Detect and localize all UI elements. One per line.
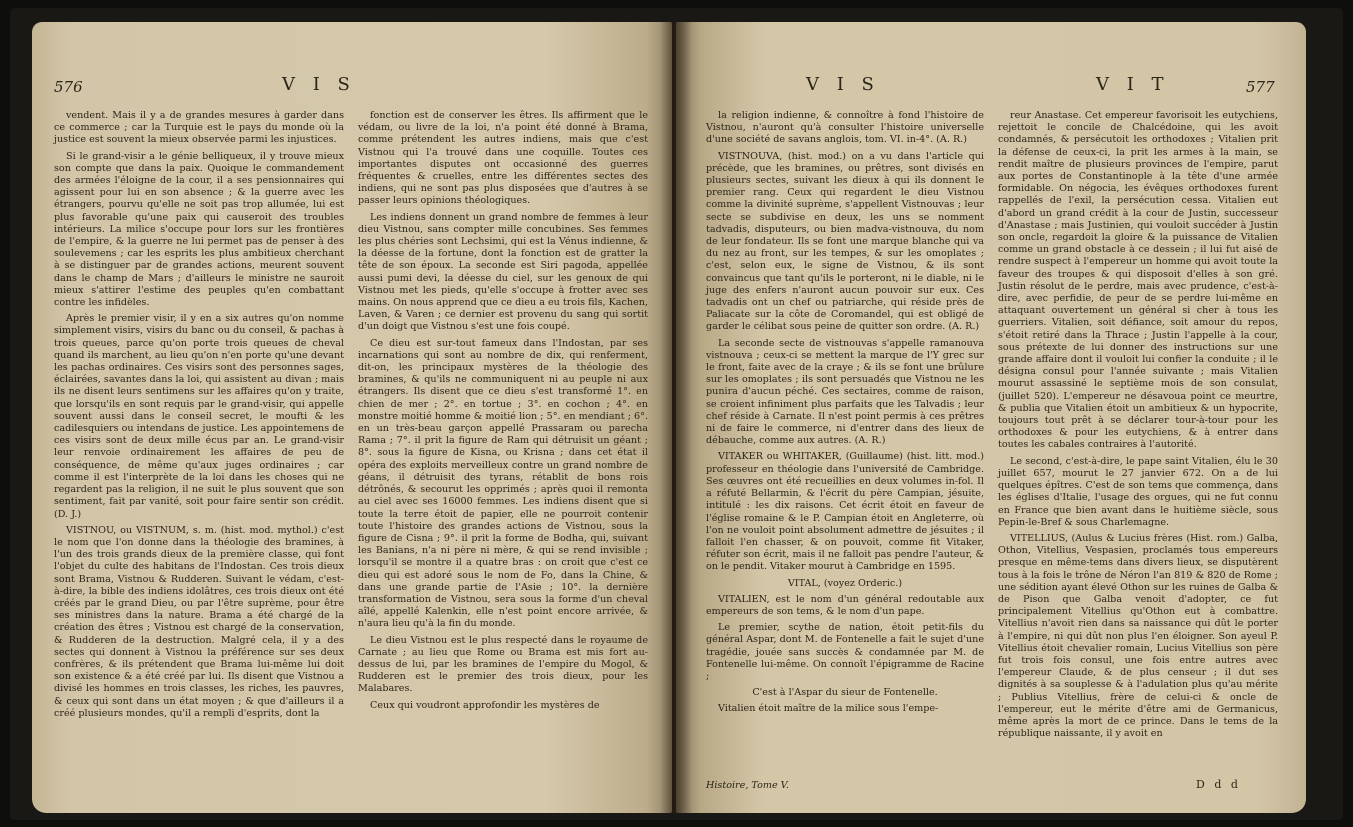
paragraph: Le premier, scythe de nation, étoit petit-fils du général Aspar, dont M. de Fontenelle a fait le sujet d'une tragédie, jouée sans succès & condamnée par M. de Fontenelle lui-même. On connoît l'épigramme de Racine ; xyxy=(706,622,984,682)
right-page xyxy=(676,22,1306,813)
running-title-right-2: V I T xyxy=(1096,74,1170,95)
paragraph: Le dieu Vistnou est le plus respecté dans le royaume de Carnate ; au lieu que Rome ou Brama est mis fort au-dessus de lui, par les bramines de l'empire du Mogol, & Rudderen est le premier des trois dieux, pour les Malabares. xyxy=(358,634,648,695)
paragraph: VISTNOU, ou VISTNUM, s. m. (hist. mod. mythol.) c'est le nom que l'on donne dans la théologie des bramines, à l'un des trois grands dieux de la première classe, qui font l'objet du culte des habitans de l'Indostan. Ces trois dieux sont Brama, Vistnou & Rudderen. Suivant le védam, c'est-à-dire, la bible des indiens idolâtres, ces trois dieux ont été créés par le grand Dieu, ou par l'être suprème, pour être ses ministres dans la nature. Brama a été chargé de la création des êtres ; Vistnou est chargé de la conservation, & Rudderen de la destruction. Malgré cela, il y a des sectes qui donnent à Vistnou la préférence sur ses deux confrères, & ils prétendent que Brama lui-même lui doit son existence & a été créé par lui. Ils disent que Vistnou a divisé les hommes en trois classes, les riches, les pauvres, & ceux qui sont dans un état moyen ; & que d'ailleurs il a créé plusieurs mondes, qu'il a rempli d'esprits, dont la xyxy=(54,524,344,719)
book-gutter xyxy=(660,22,692,813)
left-page xyxy=(32,22,672,813)
left-column-1 xyxy=(54,110,344,724)
paragraph: Vitalien étoit maître de la milice sous l'empe- xyxy=(718,703,939,715)
running-title-right-1: V I S xyxy=(806,74,880,95)
paragraph: vendent. Mais il y a de grandes mesures à garder dans ce commerce ; car la Turquie est le pays du monde où la justice est souvent la mieux observée parmi les injustices. xyxy=(54,110,344,146)
paragraph: VITELLIUS, (Aulus & Lucius frères (Hist. rom.) Galba, Othon, Vitellius, Vespasien, proclamés tous empereurs presque en même-tems dans divers lieux, se disputèrent tous à la fois le trône de Néron l'an 819 & 820 de Rome ; une sédition ayant élevé Othon sur les ruines de Galba & de Pison que Galba venoit d'adopter, ce fut principalement Vitellius qu'Othon eut à combattre. Vitellius n'avoit rien dans sa naissance qui dût le porter à l'empire, ni qui dût non plus l'en éloigner. Son ayeul P. Vitellius étoit chevalier romain, Lucius Vitellius son père fut trois fois consul, une fois entre autres avec l'empereur Claude, & de plus censeur ; il dut ses dignités à sa souplesse & à l'adulation plus qu'au mérite ; Publius Vitellius, frère de celui-ci & oncle de l'empereur, eut le mérite d'être ami de Germanicus, même après la mort de ce prince. Dans le tems de la république naissante, il y avoit en xyxy=(998,532,1278,740)
paragraph: Le second, c'est-à-dire, le pape saint Vitalien, élu le 30 juillet 657, mourut le 27 janvier 672. On a de lui quelques épîtres. C'est de son tems que commença, dans les églises d'Italie, l'usage des orgues, qui ne fut connu en France que bien avant dans le huitième siècle, sous Pepin-le-Bref & sous Charlemagne. xyxy=(998,455,1278,528)
paragraph: Si le grand-visir a le génie belliqueux, il y trouve mieux son compte que dans la paix. Quoique le commandement des armées l'éloigne de la cour, il a ses pensionnaires qui agissent pour lui en son absence ; & la guerre avec les étrangers, pourvu qu'elle ne soit pas trop allumée, lui est plus favorable qu'une paix qui causeroit des troubles intérieurs. La milice s'occupe pour lors sur les frontières de l'empire, & la guerre ne lui permet pas de penser à des soulevemens ; car les esprits les plus ambitieux cherchant à se distinguer par de grandes actions, meurent souvent dans le champ de Mars ; d'ailleurs le ministre ne sauroit mieux s'attirer l'estime des peuples qu'en combattant contre les infidèles. xyxy=(54,150,344,309)
paragraph: Ceux qui voudront approfondir les mystères de xyxy=(370,699,600,711)
paragraph: Les indiens donnent un grand nombre de femmes à leur dieu Vistnou, sans compter mille concubines. Ses femmes les plus chéries sont Lechsimi, qui est la Vénus indienne, & la déesse de la fortune, dont la fonction est de gratter la tête de son époux. La seconde est Siri pagoda, appellée aussi pumi devi, la déesse du ciel, sur les genoux de qui Vistnou met les pieds, qu'elle s'occupe à frotter avec ses mains. On nous apprend que ce dieu a eu trois fils, Kachen, Laven, & Varen ; ce dernier est provenu du sang qui sortit d'un doigt que Vistnou s'est une fois coupé. xyxy=(358,211,648,333)
paragraph: C'est à l'Aspar du sieur de Fontenelle. xyxy=(752,687,938,699)
left-column-2 xyxy=(358,110,648,716)
signature-mark: D d d xyxy=(1196,778,1241,791)
paragraph: VITAL, (voyez Orderic.) xyxy=(787,577,903,589)
running-title-left: V I S xyxy=(282,74,356,95)
paragraph: fonction est de conserver les êtres. Ils affirment que le védam, ou livre de la loi, n'a point été donné à Brama, comme prétendent les autres indiens, mais que c'est Vistnou qui l'a trouvé dans une coquille. Toutes ces importantes disputes ont occasionné des guerres fréquentes & cruelles, entre les différentes sectes des indiens, qui ne sont pas plus disposées que d'autres à se passer leurs opinions théologiques. xyxy=(358,110,648,207)
paragraph: VITAKER ou WHITAKER, (Guillaume) (hist. litt. mod.) professeur en théologie dans l'université de Cambridge. Ses œuvres ont été recueillies en deux volumes in-fol. Il a réfuté Bellarmin, & l'écrit du père Campian, jésuite, intitulé : les dix raisons. Cet écrit étoit en faveur de l'église romaine & le P. Campian étoit en Angleterre, où l'on ne vouloit point absolument admettre de jésuites ; il falloit l'en chasser, & on pouvoit, comme fit Vitaker, réfuter son écrit, mais il ne falloit pas pendre l'auteur, & on le pendit. Vitaker mourut à Cambridge en 1595. xyxy=(706,451,984,573)
paragraph: reur Anastase. Cet empereur favorisoit les eutychiens, rejettoit le concile de Chalcédoine, qui les avoit condamnés, & persécutoit les orthodoxes ; Vitalien prit la défense de ceux-ci, la prit les armes à la main, se rendit maître de plusieurs provinces de l'empire, parut aux portes de Constantinople à la tête d'une armée formidable. On négocia, les évêques orthodoxes furent rappellés de l'exil, la persécution cessa. Vitalien eut d'abord un grand crédit à la cour de Justin, successeur d'Anastase ; mais Justinien, qui vouloit succéder à Justin son oncle, regardoit la gloire & la puissance de Vitalien comme un grand obstacle à ce dessein ; il lui fut aisé de rendre suspect à l'empereur un homme qui avoit toute la faveur des troupes & qui disposoit d'elles à son gré. Justin résolut de le perdre, mais avec prudence, c'est-à-dire, avec perfidie, de peur de se perdre lui-même en attaquant ouvertement un général si cher à tous les guerriers. Vitalien, soit défiance, soit amour du repos, s'étoit retiré dans la Thrace ; Justin l'appelle à la cour, sous prétexte de lui donner des instructions sur une grande affaire dont il vouloit lui confier la conduite ; il le désigna consul pour l'année suivante ; mais Vitalien mourut assassiné le septième mois de son consulat, (juillet 520). L'empereur ne désavoua point ce meurtre, & publia que Vitalien étoit un ambitieux & un hypocrite, toujours tout prêt à se déclarer tour-à-tour pour les orthodoxes & pour les eutychiens, & à entrer dans toutes les cabales contraires à l'autorité. xyxy=(998,110,1278,451)
paragraph: La seconde secte de vistnouvas s'appelle ramanouva vistnouva ; ceux-ci se mettent la marque de l'Y grec sur le front, faite avec de la craye ; & ils se font une brûlure sur les omoplates ; ils sont persuadés que Vistnou ne les punira d'aucun péché. Ces sectaires, comme de raison, se croient infiniment plus parfaits que les Talvadis ; leur chef réside à Carnate. Il n'est point permis à ces prêtres ni de faire le commerce, ni d'entrer dans des lieux de débauche, comme aux autres. (A. R.) xyxy=(706,337,984,447)
paragraph: VISTNOUVA, (hist. mod.) on a vu dans l'article qui précède, que les bramines, ou prêtres, sont divisés en plusieurs sectes, suivant les dieux à qui ils donnent le premier rang. Ceux qui regardent le dieu Vistnou comme la divinité suprème, s'appellent Vistnouvas ; leur secte se subdivise en deux, les uns se nomment tadvadis, disputeurs, ou bien madva-vistnouva, du nom de leur fondateur. Ils se font une marque blanche qui va du nez au front, sur les tempes, & sur les omoplates ; c'est, selon eux, le signe de Vistnou, & ils sont convaincus que tant qu'ils le porteront, ni le diable, ni le juge des enfers n'auront aucun pouvoir sur eux. Ces tadvadis ont un chef ou patriarche, qui réside près de Paliacate sur la côte de Coromandel, qui est obligé de garder le célibat sous peine de quitter son ordre. (A. R.) xyxy=(706,150,984,333)
right-column-1 xyxy=(706,110,984,720)
page-number-right: 577 xyxy=(1246,78,1275,96)
paragraph: VITALIEN, est le nom d'un général redoutable aux empereurs de son tems, & le nom d'un pape. xyxy=(706,593,984,617)
page-footer: Histoire, Tome V. xyxy=(706,780,789,791)
paragraph: Après le premier visir, il y en a six autres qu'on nomme simplement visirs, visirs du banc ou du conseil, & pachas à trois queues, parce qu'on porte trois queues de cheval quand ils marchent, au lieu qu'on n'en porte qu'une devant les pachas ordinaires. Ces visirs sont des personnes sages, éclairées, savantes dans la loi, qui assistent au divan ; mais ils ne disent leurs sentimens sur les affaires qu'on y traite, que lorsqu'ils en sont requis par le grand-visir, qui appelle souvent aussi dans le conseil secret, le moufti & les cadilesquiers ou intendans de justice. Les appointemens de ces visirs sont de deux mille écus par an. Le grand-visir leur renvoie ordinairement les affaires de peu de conséquence, de même qu'aux juges ordinaires ; car comme il est l'interprète de la loi dans les choses qui ne regardent pas la religion, il ne suit le plus souvent que son sentiment, fait par vanité, soit pour faire sentir son crédit. (D. J.) xyxy=(54,313,344,520)
paragraph: Ce dieu est sur-tout fameux dans l'Indostan, par ses incarnations qui sont au nombre de dix, qui renferment, dit-on, les principaux mystères de la théologie des bramines, & qu'ils ne communiquent ni au peuple ni aux étrangers. Ils disent que ce dieu s'est transformé 1°. en chien de mer ; 2°. en tortue ; 3°. en cochon ; 4°. en monstre moitié homme & moitié lion ; 5°. en mendiant ; 6°. en un très-beau garçon appellé Prassaram ou parecha Rama ; 7°. il prit la figure de Ram qui détruisit un géant ; 8°. sous la figure de Kisna, ou Krisna ; dans cet état il opéra des exploits merveilleux contre un grand nombre de géans, il détruisit des tyrans, rétablit de bons rois détrônés, & secourut les opprimés ; après quoi il remonta au ciel avec ses 16000 femmes. Les indiens disent que si toute la terre étoit de papier, elle ne pourroit contenir toute l'histoire des grandes actions de Vistnou, sous la figure de Cisna ; 9°. il prit la forme de Bodha, qui, suivant les Banians, n'a ni père ni mère, & qui se rend invisible ; lorsqu'il se montre il a quatre bras : on croit que c'est ce dieu qui est adoré sous le nom de Fo, dans la Chine, & dans une grande partie de l'Asie ; 10°. la dernière transformation de Vistnou, sera sous la forme d'un cheval aîlé, appellé Kalenkin, elle n'est point encore arrivée, & n'aura lieu qu'à la fin du monde. xyxy=(358,337,648,630)
paragraph: la religion indienne, & connoître à fond l'histoire de Vistnou, n'auront qu'à consulter l'histoire universelle d'une société de savans anglois, tom. VI. in-4°. (A. R.) xyxy=(706,110,984,146)
right-column-2 xyxy=(998,110,1278,744)
page-number-left: 576 xyxy=(54,78,83,96)
